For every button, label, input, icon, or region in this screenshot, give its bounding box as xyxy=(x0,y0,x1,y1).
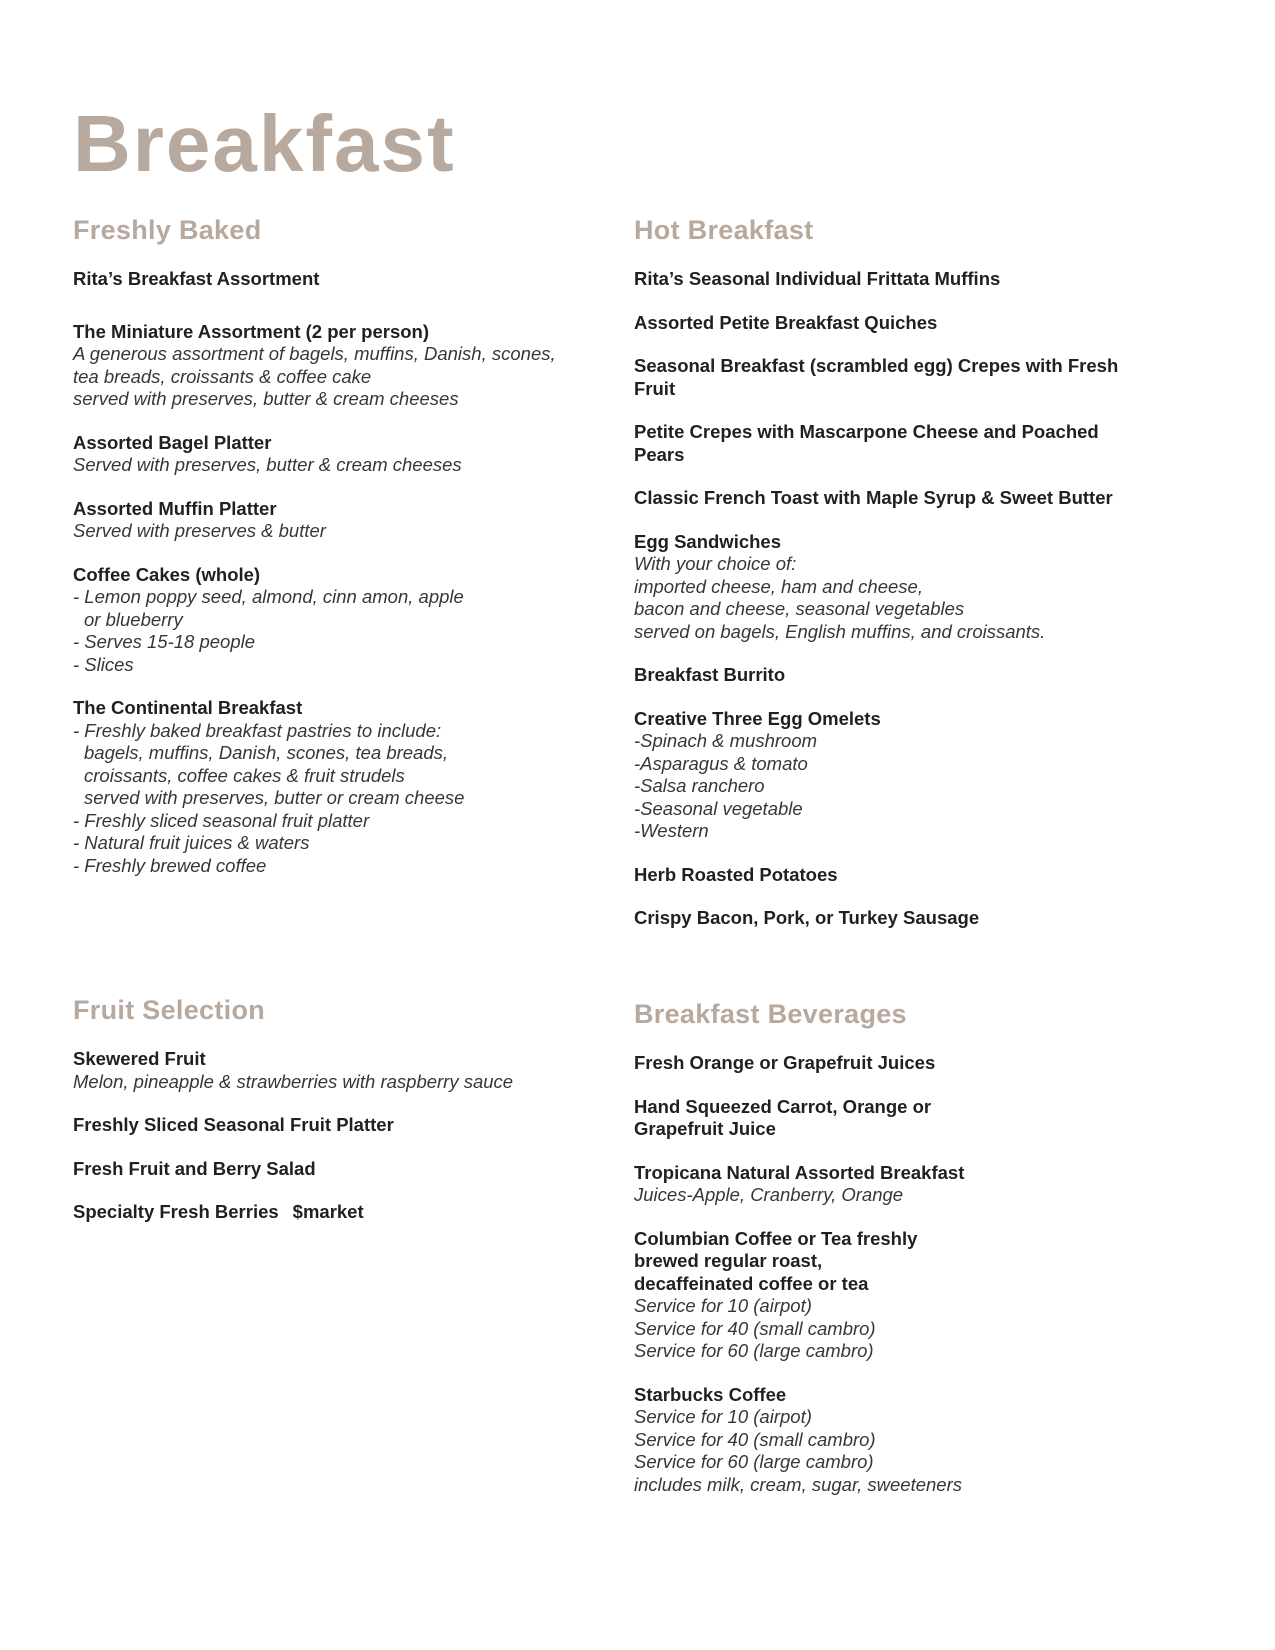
item-name: Starbucks Coffee xyxy=(634,1383,787,1405)
item-name: Breakfast Burrito xyxy=(634,664,786,686)
page-title: Breakfast xyxy=(73,99,456,188)
section-heading: Breakfast Beverages xyxy=(634,999,907,1029)
menu-item xyxy=(634,864,1194,887)
menu-item xyxy=(634,708,1194,843)
item-description: A generous assortment of bagels, muffins, Danish, scones, xyxy=(73,343,556,365)
item-description: -Spinach & mushroom xyxy=(634,730,818,752)
menu-item xyxy=(634,531,1194,644)
menu-item xyxy=(73,498,633,543)
item-name: Tropicana Natural Assorted Breakfast xyxy=(634,1161,965,1183)
item-name-with-price xyxy=(73,1201,633,1224)
item-description: croissants, coffee cakes & fruit strudels xyxy=(84,764,405,786)
menu-item xyxy=(634,1052,1194,1075)
item-name: Rita’s Seasonal Individual Frittata Muffins xyxy=(634,268,1001,290)
menu-item xyxy=(73,697,633,877)
item-description: served with preserves, butter or cream cheese xyxy=(84,787,465,809)
menu-item xyxy=(73,321,633,411)
menu-item xyxy=(634,421,1154,466)
item-description: Melon, pineapple & strawberries with raspberry sauce xyxy=(73,1070,514,1092)
item-name: The Miniature Assortment (2 per person) xyxy=(73,320,430,342)
item-name: Specialty Fresh Berries xyxy=(73,1201,279,1223)
item-description: Service for 10 (airpot) xyxy=(634,1295,812,1317)
item-name: Egg Sandwiches xyxy=(634,530,782,552)
item-description: -Asparagus & tomato xyxy=(634,752,808,774)
item-name: Herb Roasted Potatoes xyxy=(634,863,838,885)
section-breakfast-beverages xyxy=(634,998,1194,1496)
item-description: served on bagels, English muffins, and croissants. xyxy=(634,620,1046,642)
item-description: Service for 60 (large cambro) xyxy=(634,1340,874,1362)
menu-item xyxy=(634,312,1194,335)
menu-item xyxy=(634,355,1154,400)
menu-item xyxy=(73,564,633,677)
item-name: Crispy Bacon, Pork, or Turkey Sausage xyxy=(634,907,980,929)
item-name: Assorted Petite Breakfast Quiches xyxy=(634,311,938,333)
item-name: Columbian Coffee or Tea freshly brewed regular roast, decaffeinated coffee or tea xyxy=(634,1227,918,1294)
item-description: bacon and cheese, seasonal vegetables xyxy=(634,598,965,620)
item-description: - Serves 15-18 people xyxy=(73,631,256,653)
item-description: -Western xyxy=(634,820,709,842)
menu-item xyxy=(634,1228,924,1363)
menu-item xyxy=(73,268,633,291)
item-description: includes milk, cream, sugar, sweeteners xyxy=(634,1473,962,1495)
item-name: Assorted Muffin Platter xyxy=(73,497,277,519)
menu-item xyxy=(634,1384,1194,1497)
section-fruit-selection xyxy=(73,994,633,1224)
item-description: served with preserves, butter & cream cheeses xyxy=(73,388,459,410)
item-description: Service for 10 (airpot) xyxy=(634,1406,812,1428)
item-name: Seasonal Breakfast (scrambled egg) Crepes with Fresh Fruit xyxy=(634,355,1119,399)
item-description: or blueberry xyxy=(84,608,183,630)
menu-item xyxy=(634,487,1194,510)
item-description: Served with preserves, butter & cream cheeses xyxy=(73,454,462,476)
item-name: Skewered Fruit xyxy=(73,1048,206,1070)
item-name: Classic French Toast with Maple Syrup & Sweet Butter xyxy=(634,487,1113,509)
item-description: -Seasonal vegetable xyxy=(634,797,803,819)
section-heading: Freshly Baked xyxy=(73,215,262,245)
item-description: bagels, muffins, Danish, scones, tea breads, xyxy=(84,742,449,764)
section-hot-breakfast xyxy=(634,214,1194,930)
item-name: Fresh Fruit and Berry Salad xyxy=(73,1157,316,1179)
section-heading: Fruit Selection xyxy=(73,995,266,1025)
section-freshly-baked xyxy=(73,214,633,877)
item-description: With your choice of: xyxy=(634,553,797,575)
item-price: $market xyxy=(292,1201,364,1223)
menu-item xyxy=(634,1162,1194,1207)
item-description: imported cheese, ham and cheese, xyxy=(634,575,923,597)
item-description: Service for 40 (small cambro) xyxy=(634,1317,876,1339)
item-name: Freshly Sliced Seasonal Fruit Platter xyxy=(73,1114,394,1136)
item-name: Fresh Orange or Grapefruit Juices xyxy=(634,1052,936,1074)
menu-item xyxy=(73,1048,633,1093)
item-description: - Natural fruit juices & waters xyxy=(73,832,310,854)
item-description: Served with preserves & butter xyxy=(73,520,326,542)
menu-item xyxy=(634,664,1194,687)
item-name: Rita’s Breakfast Assortment xyxy=(73,268,320,290)
item-description: - Slices xyxy=(73,653,134,675)
item-name: Assorted Bagel Platter xyxy=(73,431,272,453)
menu-item xyxy=(73,1201,633,1224)
menu-item xyxy=(73,432,633,477)
item-name: Petite Crepes with Mascarpone Cheese and Poached Pears xyxy=(634,421,1099,465)
menu-item xyxy=(634,1096,934,1141)
item-description: - Lemon poppy seed, almond, cinn amon, apple xyxy=(73,586,464,608)
section-heading: Hot Breakfast xyxy=(634,215,814,245)
item-name: Creative Three Egg Omelets xyxy=(634,707,881,729)
item-description: Service for 40 (small cambro) xyxy=(634,1428,876,1450)
item-name: Coffee Cakes (whole) xyxy=(73,563,261,585)
item-description: - Freshly baked breakfast pastries to include: xyxy=(73,719,442,741)
item-description: -Salsa ranchero xyxy=(634,775,765,797)
item-description: Service for 60 (large cambro) xyxy=(634,1451,874,1473)
menu-item xyxy=(73,1114,633,1137)
menu-item xyxy=(634,907,1194,930)
item-name: Hand Squeezed Carrot, Orange or Grapefruit Juice xyxy=(634,1095,932,1140)
item-description: - Freshly sliced seasonal fruit platter xyxy=(73,809,370,831)
item-description: - Freshly brewed coffee xyxy=(73,854,267,876)
item-name: The Continental Breakfast xyxy=(73,697,303,719)
item-description: Juices-Apple, Cranberry, Orange xyxy=(634,1184,904,1206)
menu-item xyxy=(73,1158,633,1181)
item-description: tea breads, croissants & coffee cake xyxy=(73,365,372,387)
menu-item xyxy=(634,268,1194,291)
